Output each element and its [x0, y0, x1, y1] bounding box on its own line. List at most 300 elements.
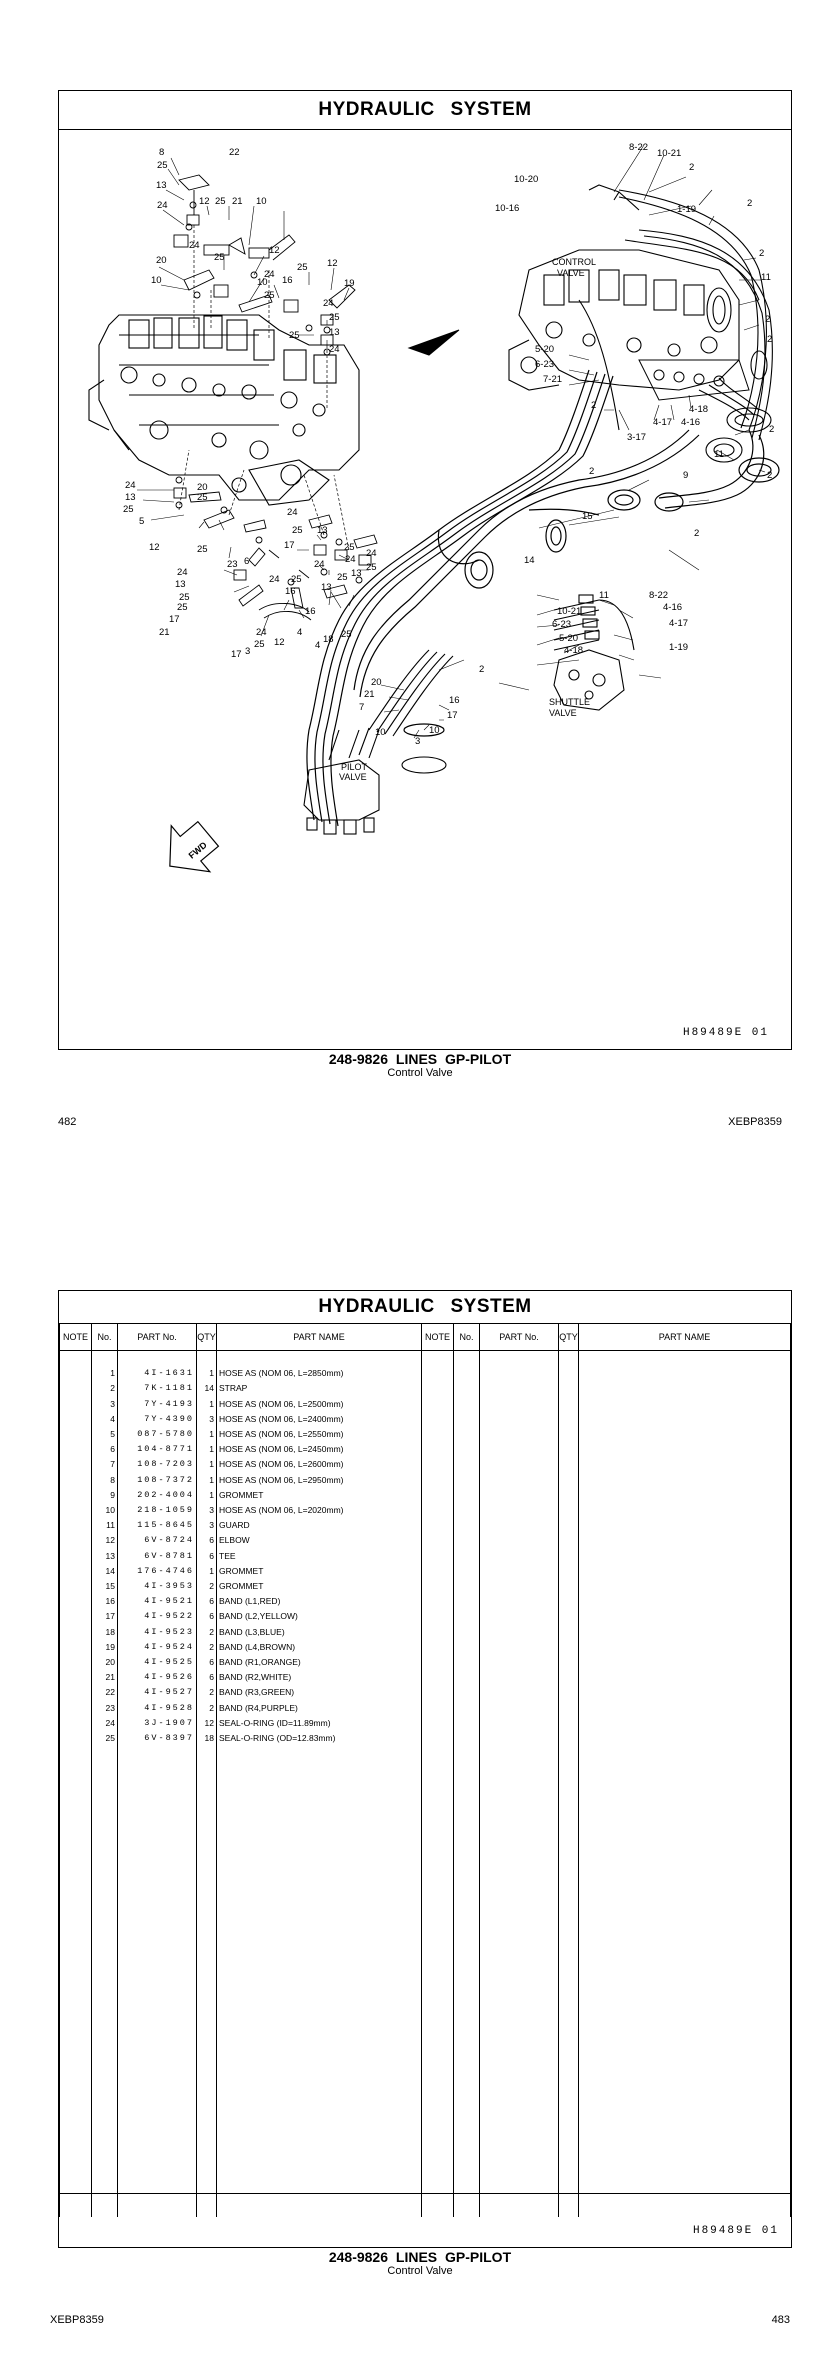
table-row [60, 1746, 791, 1761]
cell-num [92, 1868, 118, 1883]
svg-text:19: 19 [344, 278, 355, 289]
cell-name [217, 1989, 422, 2004]
cell-qty [197, 1807, 217, 1822]
cell-num: 3 [92, 1397, 118, 1412]
cell-num [454, 2050, 480, 2065]
cell-qty [559, 2080, 579, 2095]
cell-qty [559, 1670, 579, 1685]
svg-text:24: 24 [287, 507, 298, 518]
cell-num [454, 1442, 480, 1457]
svg-text:1-19: 1-19 [669, 642, 689, 653]
cell-name [217, 1898, 422, 1913]
cell-num [454, 1731, 480, 1746]
svg-text:25: 25 [123, 504, 134, 515]
cell-note [422, 1655, 454, 1670]
cell-num [92, 1822, 118, 1837]
column-header: PART NAME [579, 1324, 791, 1351]
cell-num [454, 2020, 480, 2035]
svg-text:25: 25 [254, 639, 265, 650]
cell-num: 1 [92, 1366, 118, 1381]
cell-qty: 3 [197, 1503, 217, 1518]
cell-note [422, 1746, 454, 1761]
cell-qty [197, 2141, 217, 2156]
cell-note [60, 1761, 92, 1776]
cell-name [217, 2187, 422, 2202]
cell-name [217, 1974, 422, 1989]
table-row [60, 1503, 791, 1518]
cell-qty [559, 1473, 579, 1488]
cell-num [454, 1853, 480, 1868]
control-valve-label-line2: VALVE [557, 268, 585, 278]
cell-pn: 7Y-4193 [118, 1397, 197, 1412]
pilot-valve-drawing [304, 728, 446, 834]
cell-num [454, 2035, 480, 2050]
svg-text:2: 2 [767, 334, 773, 345]
cell-qty [559, 2050, 579, 2065]
cell-name [579, 2156, 791, 2171]
cell-pn [480, 1579, 559, 1594]
cell-pn: 202-4004 [118, 1488, 197, 1503]
table-row [60, 2065, 791, 2080]
cell-name [579, 1929, 791, 1944]
cell-num: 17 [92, 1609, 118, 1624]
cell-pn [118, 2096, 197, 2111]
table-row [60, 1898, 791, 1913]
cell-qty: 3 [197, 1412, 217, 1427]
svg-text:2: 2 [765, 314, 771, 325]
cell-name [579, 2065, 791, 2080]
svg-text:2: 2 [769, 424, 775, 435]
svg-text:13: 13 [125, 492, 136, 503]
cell-qty [559, 1564, 579, 1579]
cell-name [579, 2172, 791, 2187]
cell-note [422, 2126, 454, 2141]
cell-qty [559, 1640, 579, 1655]
cell-pn [118, 1837, 197, 1852]
cell-name [579, 2050, 791, 2065]
cell-name [579, 2126, 791, 2141]
cell-qty [559, 1655, 579, 1670]
svg-text:4-17: 4-17 [669, 618, 689, 629]
cell-qty: 6 [197, 1533, 217, 1548]
cell-qty [559, 2004, 579, 2019]
cell-name [579, 1822, 791, 1837]
cell-pn [480, 1822, 559, 1837]
cell-note [60, 1488, 92, 1503]
cell-name: GUARD [217, 1518, 422, 1533]
cell-qty [197, 1822, 217, 1837]
cell-pn: 4I-9521 [118, 1594, 197, 1609]
cell-note [60, 1397, 92, 1412]
cell-num [454, 1701, 480, 1716]
cell-note [422, 1777, 454, 1792]
cell-name [579, 1351, 791, 1367]
cell-num: 11 [92, 1518, 118, 1533]
cell-note [60, 1807, 92, 1822]
table-row [60, 1442, 791, 1457]
cell-num [92, 2156, 118, 2171]
cell-name: TEE [217, 1549, 422, 1564]
svg-text:13: 13 [351, 568, 362, 579]
svg-text:7: 7 [359, 702, 365, 713]
cell-name: HOSE AS (NOM 06, L=2950mm) [217, 1473, 422, 1488]
svg-text:24: 24 [256, 627, 267, 638]
cell-pn [118, 1959, 197, 1974]
cell-note [422, 1412, 454, 1427]
cell-pn [480, 1473, 559, 1488]
svg-text:16: 16 [282, 275, 293, 286]
cell-num [454, 1761, 480, 1776]
cell-note [422, 1579, 454, 1594]
table-row [60, 1731, 791, 1746]
cell-num [454, 2004, 480, 2019]
cell-name [217, 2156, 422, 2171]
cell-pn [118, 1777, 197, 1792]
cell-qty [197, 1883, 217, 1898]
cell-num [454, 1655, 480, 1670]
cell-name [579, 1412, 791, 1427]
table-row [60, 2141, 791, 2156]
cell-pn [480, 1518, 559, 1533]
cell-pn: 108-7372 [118, 1473, 197, 1488]
cell-pn [480, 1807, 559, 1822]
cell-pn [480, 2020, 559, 2035]
cell-pn [118, 1792, 197, 1807]
cell-name [579, 1366, 791, 1381]
table-row [60, 2020, 791, 2035]
cell-num: 2 [92, 1381, 118, 1396]
cell-name [217, 1853, 422, 1868]
table-row [60, 1381, 791, 1396]
svg-text:24: 24 [125, 480, 136, 491]
cell-num [454, 1503, 480, 1518]
cell-note [60, 2080, 92, 2095]
cell-num [92, 1974, 118, 1989]
column-header: NOTE [422, 1324, 454, 1351]
cell-name [579, 1944, 791, 1959]
table-row [60, 1533, 791, 1548]
cell-note [422, 2172, 454, 2187]
cell-pn: 115-8645 [118, 1518, 197, 1533]
cell-num [454, 1564, 480, 1579]
cell-num [454, 1366, 480, 1381]
cell-num [454, 2156, 480, 2171]
svg-text:24: 24 [189, 240, 200, 251]
table-row [60, 1974, 791, 1989]
cell-note [422, 1564, 454, 1579]
svg-text:13: 13 [329, 327, 340, 338]
diagram-frame [58, 90, 792, 1050]
cell-note [60, 1579, 92, 1594]
cell-num [92, 2080, 118, 2095]
cell-qty [559, 1898, 579, 1913]
svg-text:25: 25 [177, 602, 188, 613]
cell-qty: 2 [197, 1685, 217, 1700]
cell-pn: 4I-9523 [118, 1625, 197, 1640]
cell-qty [559, 1853, 579, 1868]
cell-num [92, 2035, 118, 2050]
svg-text:4-18: 4-18 [689, 404, 709, 415]
cell-num [92, 1807, 118, 1822]
doc-code-left: XEBP8359 [50, 2314, 104, 2326]
cell-qty [197, 2065, 217, 2080]
cell-note [422, 1366, 454, 1381]
cell-note [60, 1716, 92, 1731]
cell-name [217, 2172, 422, 2187]
cell-num [454, 1518, 480, 1533]
svg-text:21: 21 [364, 689, 375, 700]
svg-text:3: 3 [245, 646, 251, 657]
table-row [60, 1488, 791, 1503]
cell-note [60, 1913, 92, 1928]
cell-pn: 4I-9526 [118, 1670, 197, 1685]
cell-qty: 1 [197, 1427, 217, 1442]
cell-note [60, 1959, 92, 1974]
cell-num [454, 1913, 480, 1928]
cell-pn [480, 1883, 559, 1898]
cell-note [60, 1503, 92, 1518]
cell-pn: 6V-8397 [118, 1731, 197, 1746]
cell-name [217, 2096, 422, 2111]
figure-code: H89489E 01 [682, 1027, 769, 1039]
svg-text:24: 24 [157, 200, 168, 211]
cell-name: STRAP [217, 1381, 422, 1396]
cell-pn [118, 2065, 197, 2080]
cell-name [579, 1883, 791, 1898]
cell-num [92, 2020, 118, 2035]
cell-qty [559, 1412, 579, 1427]
cell-note [422, 1397, 454, 1412]
svg-text:25: 25 [289, 330, 300, 341]
cell-num [92, 1883, 118, 1898]
cell-num: 6 [92, 1442, 118, 1457]
cell-note [60, 1777, 92, 1792]
table-row [60, 1397, 791, 1412]
cell-qty [197, 2202, 217, 2217]
cell-qty [559, 1625, 579, 1640]
cell-pn: 6V-8781 [118, 1549, 197, 1564]
cell-num [454, 1746, 480, 1761]
cell-pn [118, 1898, 197, 1913]
cell-note [422, 1488, 454, 1503]
cell-qty: 1 [197, 1366, 217, 1381]
cell-num [92, 1792, 118, 1807]
cell-pn [480, 2080, 559, 2095]
cell-qty [559, 1427, 579, 1442]
cell-note [422, 1716, 454, 1731]
svg-text:17: 17 [447, 710, 458, 721]
page-number-left: 482 [58, 1116, 77, 1128]
pilot-valve-label-line1: PILOT [341, 762, 368, 772]
cell-pn [118, 2141, 197, 2156]
table-row [60, 1518, 791, 1533]
cell-qty: 2 [197, 1701, 217, 1716]
cell-note [422, 2187, 454, 2202]
cell-note [60, 1442, 92, 1457]
cell-pn [480, 1549, 559, 1564]
table-header-row [60, 1324, 791, 1351]
svg-text:4-17: 4-17 [653, 417, 673, 428]
caption-title: 248-9826 LINES GP-PILOT [328, 1051, 512, 1067]
cell-name [579, 1381, 791, 1396]
table-row [60, 2004, 791, 2019]
cell-pn [118, 1807, 197, 1822]
cell-num [454, 1412, 480, 1427]
cell-num [92, 2187, 118, 2202]
cell-note [60, 1594, 92, 1609]
cell-name: BAND (L4,BROWN) [217, 1640, 422, 1655]
svg-text:17: 17 [284, 540, 295, 551]
cell-num [454, 1473, 480, 1488]
cell-name [217, 2020, 422, 2035]
cell-num [454, 1579, 480, 1594]
cell-pn [118, 2111, 197, 2126]
table-row [60, 1929, 791, 1944]
cell-name [579, 2202, 791, 2217]
cell-num [454, 2080, 480, 2095]
table-row [60, 1883, 791, 1898]
cell-name [579, 1853, 791, 1868]
cell-note [422, 1427, 454, 1442]
svg-text:8: 8 [159, 147, 165, 158]
cell-qty [559, 1685, 579, 1700]
parts-figure-code: H89489E 01 [692, 2225, 779, 2237]
cell-name [217, 1837, 422, 1852]
svg-text:25: 25 [179, 592, 190, 603]
cell-name [217, 2202, 422, 2217]
cell-note [422, 2202, 454, 2217]
cell-note [422, 2050, 454, 2065]
shuttle-valve-label-line1: SHUTTLE [549, 697, 591, 707]
cell-num: 15 [92, 1579, 118, 1594]
cell-qty [559, 1944, 579, 1959]
cell-name: HOSE AS (NOM 06, L=2550mm) [217, 1427, 422, 1442]
cell-num: 7 [92, 1457, 118, 1472]
cell-note [60, 1868, 92, 1883]
cell-note [422, 2111, 454, 2126]
cell-note [60, 1549, 92, 1564]
cell-pn [480, 1442, 559, 1457]
cell-pn [480, 1625, 559, 1640]
cell-num [92, 2202, 118, 2217]
cell-note [60, 1746, 92, 1761]
cell-num [454, 1883, 480, 1898]
svg-text:10: 10 [375, 727, 386, 738]
svg-text:21: 21 [159, 627, 170, 638]
cell-qty [197, 1777, 217, 1792]
cell-pn [480, 1412, 559, 1427]
cell-num [454, 1533, 480, 1548]
cell-name [579, 1503, 791, 1518]
svg-text:4: 4 [297, 627, 303, 638]
cell-qty [197, 2035, 217, 2050]
cell-pn [480, 1929, 559, 1944]
table-row [60, 1366, 791, 1381]
cell-qty [197, 2050, 217, 2065]
cell-pn [480, 1488, 559, 1503]
cell-note [60, 2172, 92, 2187]
cell-pn: 4I-9528 [118, 1701, 197, 1716]
cell-note [422, 1944, 454, 1959]
cell-name [217, 1351, 422, 1367]
svg-text:11: 11 [599, 590, 609, 601]
svg-text:10: 10 [429, 725, 440, 736]
cell-pn [480, 2187, 559, 2202]
svg-text:24: 24 [329, 344, 340, 355]
svg-text:10-21: 10-21 [557, 606, 582, 617]
cell-num [92, 2141, 118, 2156]
cell-qty [559, 1777, 579, 1792]
cell-pn [480, 2156, 559, 2171]
column-header: No. [92, 1324, 118, 1351]
cell-qty: 6 [197, 1670, 217, 1685]
svg-text:17: 17 [169, 614, 180, 625]
cell-num [454, 1549, 480, 1564]
table-row [60, 1837, 791, 1852]
cell-note [422, 1442, 454, 1457]
svg-text:11: 11 [714, 449, 724, 460]
cell-qty [197, 2080, 217, 2095]
caption-subtitle: Control Valve [387, 1067, 453, 1079]
cell-num [92, 1929, 118, 1944]
cell-num: 18 [92, 1625, 118, 1640]
svg-text:25: 25 [215, 196, 226, 207]
cell-pn [480, 1503, 559, 1518]
cell-qty [559, 2096, 579, 2111]
table-row [60, 1853, 791, 1868]
cell-pn [118, 1853, 197, 1868]
table-row [60, 1351, 791, 1367]
cell-name: HOSE AS (NOM 06, L=2020mm) [217, 1503, 422, 1518]
cell-pn [480, 1564, 559, 1579]
cell-num [92, 1959, 118, 1974]
table-row [60, 1473, 791, 1488]
cell-pn: 218-1059 [118, 1503, 197, 1518]
cell-num [454, 1594, 480, 1609]
cell-num [454, 1989, 480, 2004]
svg-text:15: 15 [582, 511, 593, 522]
cell-name [217, 1792, 422, 1807]
svg-text:18: 18 [323, 634, 334, 645]
cell-note [422, 1822, 454, 1837]
cell-num [454, 2126, 480, 2141]
cell-num [92, 1989, 118, 2004]
cell-name [579, 2004, 791, 2019]
cell-name [217, 1929, 422, 1944]
cell-pn [480, 1731, 559, 1746]
cell-num [454, 1625, 480, 1640]
svg-text:25: 25 [366, 562, 377, 573]
cell-note [422, 1609, 454, 1624]
table-row [60, 1457, 791, 1472]
cell-num [92, 1944, 118, 1959]
cell-pn: 7K-1181 [118, 1381, 197, 1396]
cell-pn: 104-8771 [118, 1442, 197, 1457]
cell-qty [197, 1792, 217, 1807]
cell-name [579, 1807, 791, 1822]
cell-pn: 4I-9527 [118, 1685, 197, 1700]
cell-num: 16 [92, 1594, 118, 1609]
cell-num [454, 1427, 480, 1442]
cell-pn [480, 1655, 559, 1670]
cell-qty: 1 [197, 1564, 217, 1579]
cell-pn [118, 2172, 197, 2187]
table-row [60, 1716, 791, 1731]
pilot-valve-label-line2: VALVE [339, 772, 367, 782]
cell-name [579, 1898, 791, 1913]
cell-note [60, 1655, 92, 1670]
cell-pn [118, 1929, 197, 1944]
